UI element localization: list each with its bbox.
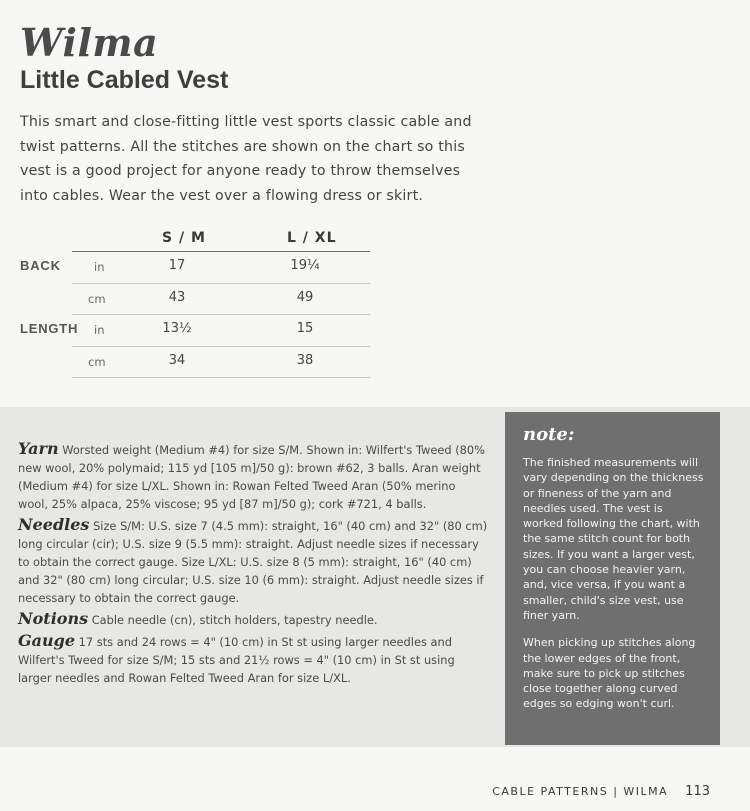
column-header-lxl: L / XL [287, 230, 337, 246]
needles-spec [18, 516, 488, 607]
note-paragraph-1: The finished measurements will vary depending on the thickness or fineness of the yarn and needles used. The vest is worked following the chart, with the same stitch count for both sizes. If you want a larger vest, you can choose heavier yarn, and, vice versa, if you want a smaller, child's size vest, use finer yarn. [523, 456, 704, 622]
value-sm: 34 [168, 352, 186, 368]
page-footer [492, 784, 710, 799]
value-lxl: 19¼ [290, 258, 320, 273]
needles-term: Needles [18, 515, 90, 534]
pattern-title: Wilma [20, 20, 159, 65]
gauge-spec [18, 632, 488, 687]
notions-text: Cable needle (cn), stitch holders, tapestry needle. [91, 613, 378, 627]
note-heading: note: [523, 424, 575, 445]
notions-spec [18, 610, 488, 629]
needles-text: Size S/M: U.S. size 7 (4.5 mm): straight, 16" (40 cm) and 32" (80 cm) long circular (cir); U.S. size 9 (5.5 mm): straight. Adjust needle sizes if necessary to obtain the correct gauge. Size L/XL: U.S. size 8 (5 mm): straight, 16" (40 cm) and 32" (80 cm) long circular; U.S. size 10 (6 mm): straight. Adjust needle sizes if necessary to obtain the correct gauge. [18, 519, 488, 605]
row-unit: cm [88, 354, 106, 369]
row-unit: in [94, 260, 105, 274]
finished-size-table [20, 225, 370, 378]
note-paragraph-2: When picking up stitches along the lower edges of the front, make sure to pick up stitches close together along curved edges so edging won't curl. [523, 636, 696, 711]
table-row [72, 347, 370, 379]
value-sm: 13½ [162, 321, 192, 336]
yarn-term: Yarn [18, 439, 59, 458]
value-lxl: 15 [296, 321, 314, 336]
running-head: CABLE PATTERNS | WILMA [492, 785, 669, 798]
table-row [20, 252, 370, 284]
row-unit: in [94, 323, 105, 337]
yarn-spec [18, 440, 488, 513]
value-sm: 43 [168, 289, 186, 305]
table-row [20, 315, 370, 347]
row-label: BACK [20, 258, 61, 273]
value-sm: 17 [168, 258, 186, 273]
value-lxl: 49 [296, 289, 314, 305]
table-row [72, 284, 370, 316]
gauge-text: 17 sts and 24 rows = 4" (10 cm) in St st using larger needles and Wilfert's Tweed for size S/M; 15 sts and 21½ rows = 4" (10 cm) in St st using larger needles and Rowan Felted Tweed Aran for size L/XL. [18, 635, 455, 685]
note-box [505, 412, 720, 745]
yarn-text: Worsted weight (Medium #4) for size S/M. Shown in: Wilfert's Tweed (80% new wool, 20% polymaid; 115 yd [105 m]/50 g): brown #62, 3 balls. Aran weight (Medium #4) for size L/XL. Shown in: Rowan Felted Tweed Aran (50% merino wool, 25% alpaca, 25% viscose; 95 yd [87 m]/50 g); cork #721, 4 balls. [18, 443, 485, 511]
intro-paragraph: This smart and close-fitting little vest sports classic cable and twist patterns. All the stitches are shown on the chart so this vest is a good project for anyone ready to throw themselves into cables. Wear the vest over a flowing dress or skirt. [20, 114, 472, 204]
materials-section [18, 440, 488, 690]
column-header-sm: S / M [162, 230, 206, 246]
gauge-term: Gauge [18, 631, 76, 650]
pattern-subtitle: Little Cabled Vest [20, 66, 229, 94]
row-label: LENGTH [20, 321, 79, 336]
size-table-header [72, 225, 370, 252]
notions-term: Notions [18, 609, 89, 628]
row-unit: cm [88, 291, 106, 306]
value-lxl: 38 [296, 352, 314, 368]
page-number: 113 [685, 784, 710, 799]
